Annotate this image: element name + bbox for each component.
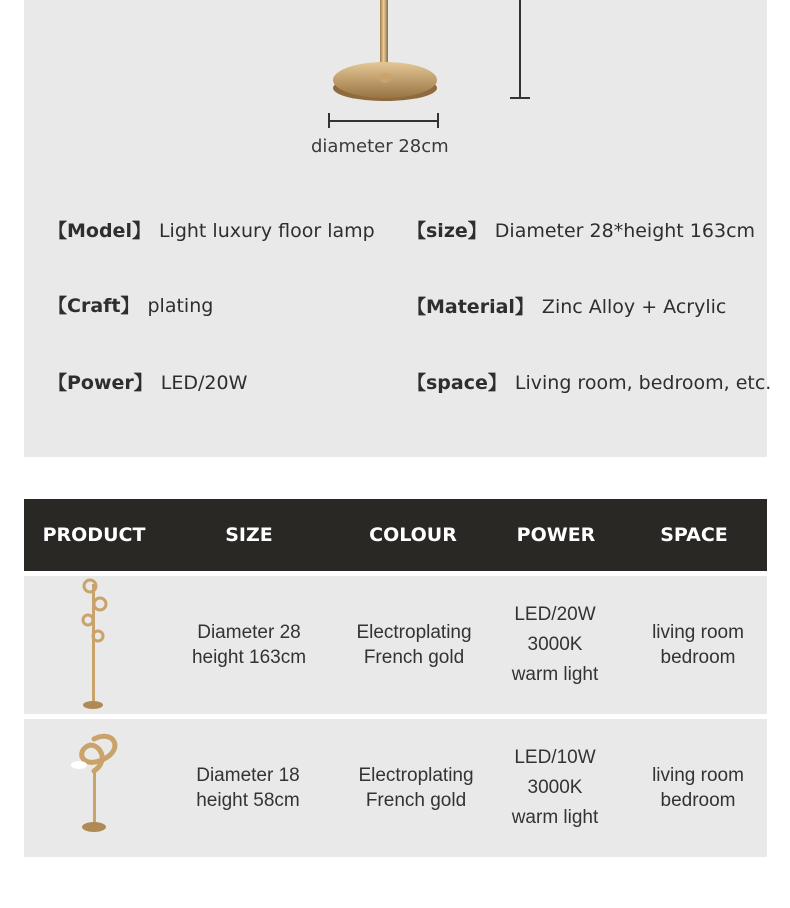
table-header: [24, 499, 767, 571]
table-row: [24, 576, 767, 714]
cell-power: LED/10W 3000K warm light: [511, 747, 599, 828]
lamp-pole: [380, 0, 388, 72]
spec-power: [48, 368, 247, 395]
spec-craft-key: 【Craft】: [48, 295, 140, 317]
spec-power-key: 【Power】: [48, 372, 153, 394]
spec-material: [407, 292, 726, 319]
diameter-label: diameter 28cm: [311, 136, 449, 157]
spec-size: [407, 216, 755, 243]
spec-material-value: Zinc Alloy + Acrylic: [541, 296, 727, 318]
header-power: POWER: [516, 524, 596, 546]
cell-power: LED/20W 3000K warm light: [511, 604, 599, 685]
spec-model-key: 【Model】: [48, 220, 151, 242]
spec-size-value: Diameter 28*height 163cm: [494, 220, 756, 242]
spec-model-value: Light luxury floor lamp: [158, 220, 375, 242]
cell-colour: Electroplating French gold: [358, 765, 474, 811]
header-colour: COLOUR: [369, 524, 457, 546]
spec-power-value: LED/20W: [160, 372, 248, 394]
cell-colour: Electroplating French gold: [356, 622, 472, 668]
spec-craft: [48, 291, 213, 318]
cell-size: Diameter 18 height 58cm: [196, 765, 300, 811]
spec-space-value: Living room, bedroom, etc.: [514, 372, 772, 394]
table-row: [24, 719, 767, 857]
cell-space: living room bedroom: [652, 622, 744, 668]
cell-space: living room bedroom: [652, 765, 744, 811]
header-size: SIZE: [225, 524, 273, 546]
header-space: SPACE: [660, 524, 728, 546]
product-thumbnail-small-lamp: [24, 719, 164, 857]
spec-model: [48, 216, 375, 243]
spec-space: [407, 368, 771, 395]
spec-size-key: 【size】: [407, 220, 487, 242]
product-thumbnail-tall-lamp: [24, 576, 164, 714]
cell-size: Diameter 28 height 163cm: [191, 622, 307, 668]
spec-space-key: 【space】: [407, 372, 507, 394]
header-product: PRODUCT: [42, 524, 146, 546]
spec-craft-value: plating: [147, 295, 214, 317]
spec-material-key: 【Material】: [407, 296, 534, 318]
